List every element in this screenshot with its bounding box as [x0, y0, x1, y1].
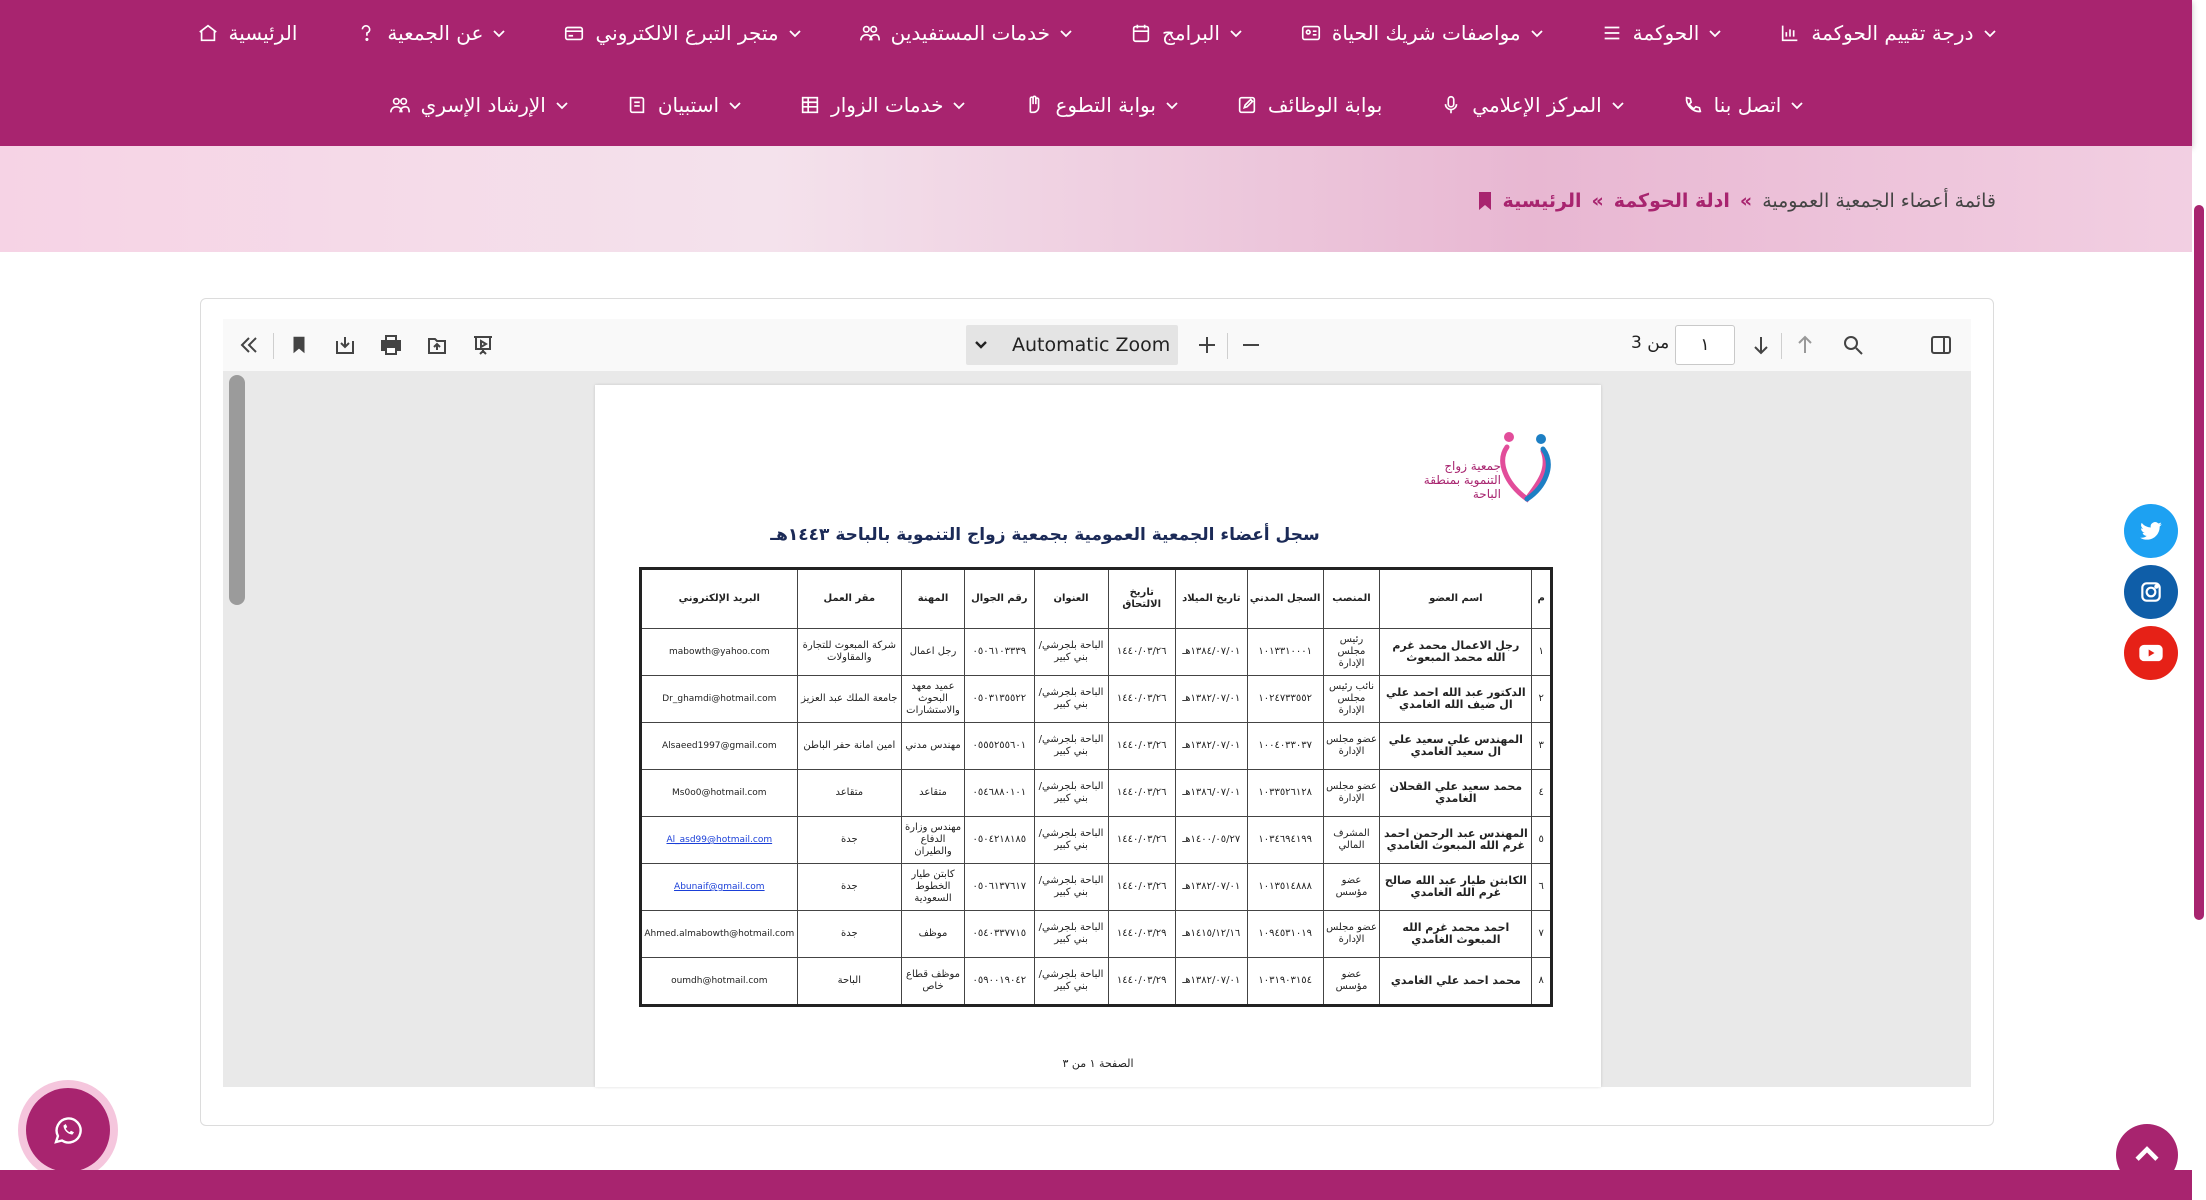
chevron-down-icon: [1791, 99, 1803, 111]
table-cell-num: ٦: [1532, 864, 1552, 911]
table-cell-job: موظف قطاع خاص: [901, 958, 964, 1006]
table-row: [641, 958, 1552, 1006]
table-cell-id: ١٠٣٣٥٢٦١٢٨: [1247, 770, 1323, 817]
youtube-icon: [2137, 639, 2165, 667]
table-cell-workplace: الباحة: [797, 958, 901, 1006]
table-row: [641, 770, 1552, 817]
whatsapp-icon: [50, 1112, 86, 1148]
nav-item[interactable]: [859, 21, 1072, 45]
chevron-down-icon: [966, 338, 996, 352]
table-cell-num: ٧: [1532, 911, 1552, 958]
logo-text: جمعية زواج التنموية بمنطقة الباحة: [1423, 459, 1501, 501]
nav-item[interactable]: [1440, 93, 1623, 117]
book-icon: [626, 94, 648, 116]
nav-item[interactable]: [355, 21, 505, 45]
chevron-down-icon: [953, 99, 965, 111]
table-cell-name: الكابتن طيار عبد الله صالح غرم الله الغامدي: [1380, 864, 1532, 911]
pdf-viewer: [200, 298, 1994, 1126]
nav-item[interactable]: [1130, 21, 1242, 45]
nav-item[interactable]: [1682, 93, 1804, 117]
table-cell-num: ٣: [1532, 723, 1552, 770]
table-header-cell: السجل المدني: [1247, 569, 1323, 629]
nav-item[interactable]: [1601, 21, 1722, 45]
table-cell-email[interactable]: Abunaif@gmail.com: [641, 864, 798, 911]
nav-item[interactable]: [1023, 93, 1177, 117]
table-row: [641, 629, 1552, 676]
table-cell-birth: ١٣٨٢/٠٧/٠١هـ: [1175, 958, 1247, 1006]
arrow-up-icon[interactable]: [1789, 329, 1821, 361]
table-cell-name: محمد سعيد علي القحلان الغامدي: [1380, 770, 1532, 817]
breadcrumb-governance-link[interactable]: ادلة الحوكمة: [1613, 190, 1730, 212]
table-cell-mobile: ٠٥٠٦١٠٣٣٣٩: [965, 629, 1035, 676]
table-cell-birth: ١٣٨٢/٠٧/٠١هـ: [1175, 864, 1247, 911]
breadcrumb-separator: »: [1591, 190, 1604, 212]
zoom-label: Automatic Zoom: [1012, 334, 1171, 356]
table-body: [641, 629, 1552, 1006]
table-cell-mobile: ٠٥٠٣١٣٥٥٢٢: [965, 676, 1035, 723]
toolbar-separator: [273, 333, 274, 359]
page-scrollbar[interactable]: [2194, 205, 2204, 920]
nav-item-label: خدمات الزوار: [831, 93, 944, 117]
sidebar-toggle-icon[interactable]: [1925, 329, 1957, 361]
id-card-icon: [1300, 22, 1322, 44]
table-cell-position: عضو مؤسس: [1323, 958, 1380, 1006]
chart-icon: [1779, 22, 1801, 44]
table-cell-num: ١: [1532, 629, 1552, 676]
chevron-down-icon: [493, 27, 505, 39]
phone-icon: [1682, 94, 1704, 116]
table-cell-position: عضو مجلس الإدارة: [1323, 723, 1380, 770]
table-row: [641, 911, 1552, 958]
table-cell-id: ١٠٠٤٠٣٣٠٣٧: [1247, 723, 1323, 770]
whatsapp-inner: [26, 1088, 110, 1172]
pdf-canvas-area: [223, 371, 1971, 1087]
users-icon: [389, 94, 411, 116]
members-table: [639, 567, 1553, 1007]
table-cell-num: ٥: [1532, 817, 1552, 864]
nav-item[interactable]: [1779, 21, 1995, 45]
chevron-down-icon: [1060, 27, 1072, 39]
table-cell-mobile: ٠٥٠٤٢١٨١٨٥: [965, 817, 1035, 864]
table-cell-workplace: جامعة الملك عبد العزيز: [797, 676, 901, 723]
zoom-out-icon[interactable]: [1235, 329, 1267, 361]
table-cell-job: مهندس مدني: [901, 723, 964, 770]
table-cell-email: Dr_ghamdi@hotmail.com: [641, 676, 798, 723]
nav-item[interactable]: [1236, 93, 1382, 117]
twitter-icon: [2138, 518, 2164, 544]
table-cell-name: الدكتور عبد الله احمد علي ال ضيف الله الغامدي: [1380, 676, 1532, 723]
main-navigation: [0, 0, 2192, 146]
table-cell-join: ١٤٤٠/٠٣/٢٦: [1108, 723, 1175, 770]
table-row: [641, 723, 1552, 770]
table-cell-address: الباحة بلجرشي/ بني كبير: [1034, 864, 1108, 911]
table-cell-join: ١٤٤٠/٠٣/٢٩: [1108, 911, 1175, 958]
nav-item-label: درجة تقييم الحوكمة: [1811, 21, 1974, 45]
table-cell-birth: ١٣٨٦/٠٧/٠١هـ: [1175, 770, 1247, 817]
chevron-down-icon: [1612, 99, 1624, 111]
table-cell-position: المشرف المالي: [1323, 817, 1380, 864]
presentation-mode-icon[interactable]: [467, 329, 499, 361]
table-cell-id: ١٠٩٤٥٣١٠١٩: [1247, 911, 1323, 958]
nav-item-label: خدمات المستفيدين: [890, 21, 1051, 45]
chevron-down-icon: [556, 99, 568, 111]
chevron-down-icon: [1531, 27, 1543, 39]
chevron-down-icon: [1709, 27, 1721, 39]
table-header-cell: تاريخ الالتحاق: [1108, 569, 1175, 629]
table-cell-join: ١٤٤٠/٠٣/٢٦: [1108, 864, 1175, 911]
youtube-link[interactable]: [2124, 626, 2178, 680]
table-cell-workplace: جدة: [797, 911, 901, 958]
nav-item-label: اتصل بنا: [1713, 93, 1782, 117]
nav-item-label: الحوكمة: [1632, 21, 1700, 45]
table-cell-birth: ١٣٨٢/٠٧/٠١هـ: [1175, 676, 1247, 723]
mic-icon: [1440, 94, 1462, 116]
edit-icon: [1236, 94, 1258, 116]
page-total: من 3: [1631, 333, 1670, 353]
instagram-icon: [2138, 579, 2164, 605]
table-cell-position: عضو مجلس الإدارة: [1323, 770, 1380, 817]
table-cell-address: الباحة بلجرشي/ بني كبير: [1034, 629, 1108, 676]
chevron-down-icon: [1166, 99, 1178, 111]
nav-item[interactable]: [197, 21, 298, 45]
association-logo: [1405, 427, 1565, 511]
table-cell-birth: ١٣٨٢/٠٧/٠١هـ: [1175, 723, 1247, 770]
toolbar-separator: [1781, 333, 1782, 359]
breadcrumb-current: قائمة أعضاء الجمعية العمومية: [1762, 190, 1996, 212]
bookmark-icon[interactable]: [283, 329, 315, 361]
pdf-page: [595, 385, 1601, 1087]
card-icon: [563, 22, 585, 44]
table-header-cell: تاريخ الميلاد: [1175, 569, 1247, 629]
document-title: سجل أعضاء الجمعية العمومية بجمعية زواج التنموية بالباحة ١٤٤٣هـ: [770, 525, 1320, 545]
table-row: [641, 676, 1552, 723]
table-cell-mobile: ٠٥٤٠٣٣٧٧١٥: [965, 911, 1035, 958]
table-header-cell: اسم العضو: [1380, 569, 1532, 629]
table-header-cell: مقر العمل: [797, 569, 901, 629]
table-cell-job: مهندس وزارة الدفاع والطيران: [901, 817, 964, 864]
download-icon[interactable]: [329, 329, 361, 361]
arrow-down-icon[interactable]: [1745, 329, 1777, 361]
table-cell-job: كابتن طيار الخطوط السعودية: [901, 864, 964, 911]
table-cell-birth: ١٤١٥/١٢/١٦هـ: [1175, 911, 1247, 958]
whatsapp-button[interactable]: [18, 1080, 118, 1180]
table-cell-mobile: ٠٥٠٦١٣٧٦١٧: [965, 864, 1035, 911]
table-cell-id: ١٠٣٤٦٩٤١٩٩: [1247, 817, 1323, 864]
users-icon: [859, 22, 881, 44]
table-cell-job: متقاعد: [901, 770, 964, 817]
home-icon: [197, 22, 219, 44]
chevron-down-icon: [789, 27, 801, 39]
breadcrumb-band: [0, 146, 2192, 252]
breadcrumb-home-link[interactable]: الرئيسية: [1502, 190, 1582, 212]
table-cell-email[interactable]: Al_asd99@hotmail.com: [641, 817, 798, 864]
list-icon: [1601, 22, 1623, 44]
table-cell-mobile: ٠٥٤٦٨٨٠١٠١: [965, 770, 1035, 817]
table-cell-email: Ahmed.almabowth@hotmail.com: [641, 911, 798, 958]
table-cell-join: ١٤٤٠/٠٣/٢٦: [1108, 817, 1175, 864]
table-cell-name: المهندس علي سعيد علي ال سعيد الغامدي: [1380, 723, 1532, 770]
table-cell-birth: ١٣٨٤/٠٧/٠١هـ: [1175, 629, 1247, 676]
question-icon: [355, 22, 377, 44]
table-cell-id: ١٠١٣٣١٠٠٠١: [1247, 629, 1323, 676]
table-cell-mobile: ٠٥٩٠٠١٩٠٤٢: [965, 958, 1035, 1006]
table-cell-name: محمد احمد علي الغامدي: [1380, 958, 1532, 1006]
nav-item[interactable]: [563, 21, 800, 45]
page-number-input[interactable]: ١: [1675, 325, 1735, 365]
table-cell-address: الباحة بلجرشي/ بني كبير: [1034, 723, 1108, 770]
table-cell-email: mabowth@yahoo.com: [641, 629, 798, 676]
table-cell-address: الباحة بلجرشي/ بني كبير: [1034, 911, 1108, 958]
table-cell-position: عضو مجلس الإدارة: [1323, 911, 1380, 958]
table-header-cell: رقم الجوال: [965, 569, 1035, 629]
hand-icon: [1023, 94, 1045, 116]
nav-item-label: الإرشاد الإسري: [420, 93, 546, 117]
table-cell-name: احمد محمد غرم الله المبعوث الغامدي: [1380, 911, 1532, 958]
search-icon[interactable]: [1837, 329, 1869, 361]
table-cell-join: ١٤٤٠/٠٣/٢٩: [1108, 958, 1175, 1006]
breadcrumb-separator: »: [1739, 190, 1753, 212]
table-cell-address: الباحة بلجرشي/ بني كبير: [1034, 770, 1108, 817]
table-cell-workplace: شركة المبعوث للتجارة والمقاولات: [797, 629, 901, 676]
table-cell-workplace: جدة: [797, 864, 901, 911]
nav-row-primary: [0, 10, 2192, 56]
table-cell-num: ٤: [1532, 770, 1552, 817]
table-cell-email: oumdh@hotmail.com: [641, 958, 798, 1006]
table-cell-workplace: امين امانة حفر الباطن: [797, 723, 901, 770]
table-cell-email: Ms0o0@hotmail.com: [641, 770, 798, 817]
print-icon[interactable]: [375, 329, 407, 361]
table-header-cell: العنوان: [1034, 569, 1108, 629]
nav-item-label: مواصفات شريك الحياة: [1331, 21, 1521, 45]
table-cell-job: رجل اعمال: [901, 629, 964, 676]
table-cell-job: موظف: [901, 911, 964, 958]
table-cell-workplace: متقاعد: [797, 770, 901, 817]
nav-item-label: الرئيسية: [228, 21, 298, 45]
breadcrumb: [1477, 190, 1996, 212]
table-cell-position: رئيس مجلس الإدارة: [1323, 629, 1380, 676]
footer-bar: [0, 1170, 2192, 1200]
table-cell-name: المهندس عبد الرحمن احمد غرم الله المبعوث الغامدي: [1380, 817, 1532, 864]
nav-item-label: بوابة التطوع: [1055, 93, 1156, 117]
nav-item[interactable]: [799, 93, 965, 117]
table-cell-address: الباحة بلجرشي/ بني كبير: [1034, 676, 1108, 723]
nav-item-label: متجر التبرع الالكتروني: [595, 21, 779, 45]
calendar-icon: [1130, 22, 1152, 44]
table-row: [641, 864, 1552, 911]
nav-item-label: البرامج: [1162, 21, 1220, 45]
twitter-link[interactable]: [2124, 504, 2178, 558]
table-cell-address: الباحة بلجرشي/ بني كبير: [1034, 958, 1108, 1006]
instagram-link[interactable]: [2124, 565, 2178, 619]
table-cell-id: ١٠١٣٥١٤٨٨٨: [1247, 864, 1323, 911]
double-chevron-left-icon[interactable]: [233, 329, 265, 361]
chevron-down-icon: [1984, 27, 1996, 39]
table-header-cell: المهنة: [901, 569, 964, 629]
viewer-scrollbar[interactable]: [229, 375, 245, 605]
toolbar-separator: [1227, 333, 1228, 359]
table-cell-position: نائب رئيس مجلس الإدارة: [1323, 676, 1380, 723]
nav-item-label: المركز الإعلامي: [1472, 93, 1602, 117]
table-icon: [799, 94, 821, 116]
table-header-cell: م: [1532, 569, 1552, 629]
table-cell-name: رجل الاعمال محمد غرم الله محمد المبعوث: [1380, 629, 1532, 676]
pdf-toolbar: [223, 319, 1971, 371]
table-cell-join: ١٤٤٠/٠٣/٢٦: [1108, 676, 1175, 723]
zoom-select[interactable]: [966, 325, 1178, 365]
page-footer: الصفحة ١ من ٣: [1062, 1057, 1134, 1070]
nav-item-label: استبيان: [657, 93, 720, 117]
table-cell-birth: ١٤٠٠/٠٥/٢٧هـ: [1175, 817, 1247, 864]
table-cell-join: ١٤٤٠/٠٣/٢٦: [1108, 770, 1175, 817]
table-cell-id: ١٠٢٤٧٣٣٥٥٢: [1247, 676, 1323, 723]
table-row: [641, 817, 1552, 864]
table-cell-position: عضو مؤسس: [1323, 864, 1380, 911]
table-cell-mobile: ٠٥٥٥٢٥٥٦٠١: [965, 723, 1035, 770]
table-cell-num: ٨: [1532, 958, 1552, 1006]
table-cell-join: ١٤٤٠/٠٣/٢٦: [1108, 629, 1175, 676]
nav-item[interactable]: [626, 93, 741, 117]
nav-row-secondary: [0, 82, 2192, 128]
nav-item[interactable]: [1300, 21, 1543, 45]
table-cell-job: عميد معهد البحوث والاستشارات: [901, 676, 964, 723]
zoom-in-icon[interactable]: [1191, 329, 1223, 361]
table-header-cell: المنصب: [1323, 569, 1380, 629]
chevron-down-icon: [729, 99, 741, 111]
nav-item-label: عن الجمعية: [387, 21, 484, 45]
table-cell-id: ١٠٣١٩٠٣١٥٤: [1247, 958, 1323, 1006]
table-header-row: [641, 569, 1552, 629]
open-file-icon[interactable]: [421, 329, 453, 361]
nav-item-label: بوابة الوظائف: [1267, 93, 1383, 117]
table-cell-num: ٢: [1532, 676, 1552, 723]
table-cell-workplace: جدة: [797, 817, 901, 864]
nav-item[interactable]: [389, 93, 568, 117]
chevron-up-icon: [2130, 1138, 2164, 1172]
chevron-down-icon: [1230, 27, 1242, 39]
table-header-cell: البريد الإلكتروني: [641, 569, 798, 629]
table-cell-address: الباحة بلجرشي/ بني كبير: [1034, 817, 1108, 864]
bookmark-icon: [1477, 191, 1493, 211]
table-cell-email: Alsaeed1997@gmail.com: [641, 723, 798, 770]
